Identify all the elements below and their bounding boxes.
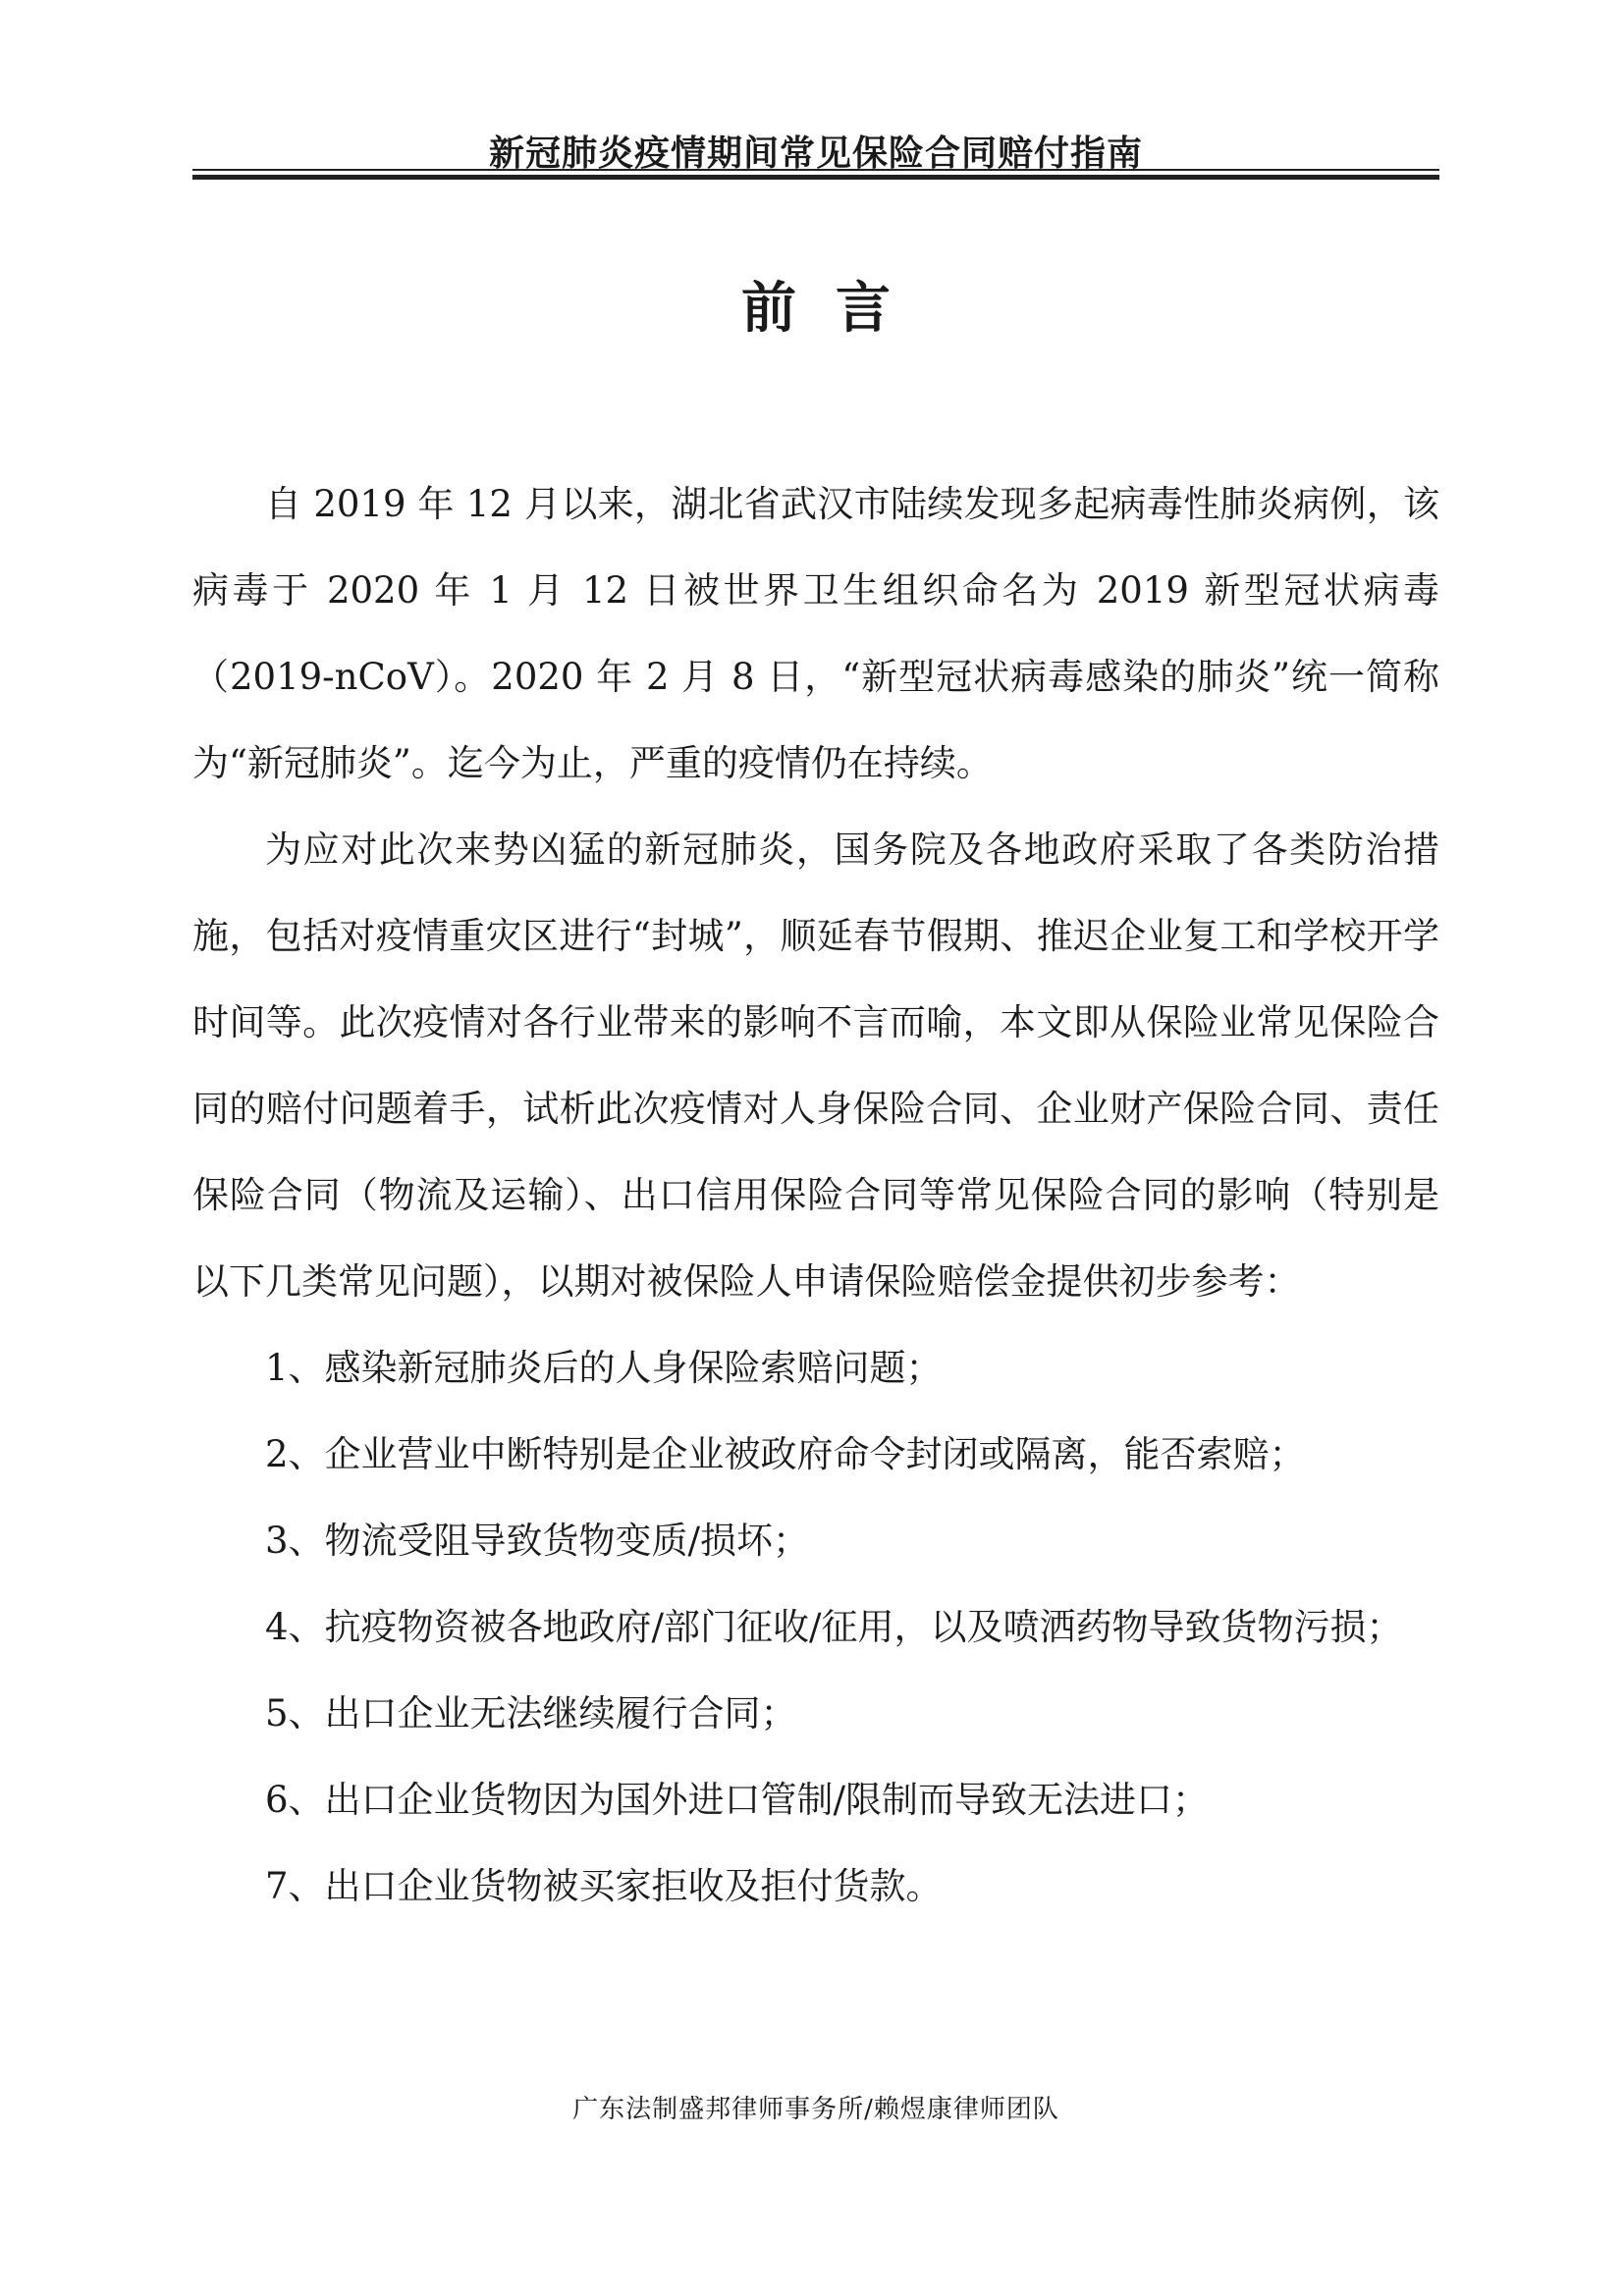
paragraph-scope: 为应对此次来势凶猛的新冠肺炎，国务院及各地政府采取了各类防治措施，包括对疫情重灾区进行“封城”，顺延春节假期、推迟企业复工和学校开学时间等。此次疫情对各行业带来的影响不言而喻，本文即从保险业常见保险合同的赔付问题着手，试析此次疫情对人身保险合同、企业财产保险合同、责任保险合同（物流及运输）、出口信用保险合同等常见保险合同的影响（特别是以下几类常见问题），以期对被保险人申请保险赔偿金提供初步参考： [192, 828, 1439, 1303]
list-item: 7、出口企业货物被买家拒收及拒付货款。 [265, 1865, 943, 1907]
list-item: 3、物流受阻导致货物变质/损坏； [265, 1520, 810, 1562]
list-item: 2、企业营业中断特别是企业被政府命令封闭或隔离，能否索赔； [265, 1433, 1306, 1475]
list-item: 1、感染新冠肺炎后的人身保险索赔问题； [265, 1347, 943, 1389]
list-item: 4、抗疫物资被各地政府/部门征收/征用，以及喷洒药物导致货物污损； [265, 1606, 1403, 1648]
page-title: 前言 [741, 276, 930, 341]
running-header: 新冠肺炎疫情期间常见保险合同赔付指南 [488, 133, 1143, 174]
body-text [192, 461, 1439, 1930]
issue-list [192, 1325, 1439, 1930]
list-item: 5、出口企业无法继续履行合同； [265, 1692, 797, 1735]
header-rule-thick [192, 175, 1439, 180]
list-item: 6、出口企业货物因为国外进口管制/限制而导致无法进口； [265, 1779, 1210, 1821]
page-footer: 广东法制盛邦律师事务所/赖煜康律师团队 [572, 2095, 1059, 2124]
paragraph-intro: 自 2019 年 12 月以来，湖北省武汉市陆续发现多起病毒性肺炎病例，该病毒于 2020 年 1 月 12 日被世界卫生组织命名为 2019 新型冠状病毒（2019-nCoV）。2020 年 2 月 8 日，“新型冠状病毒感染的肺炎”统一简称为“新冠肺炎”。迄今为止，严重的疫情仍在持续。 [192, 483, 1439, 784]
header-rule-thin [192, 169, 1439, 171]
